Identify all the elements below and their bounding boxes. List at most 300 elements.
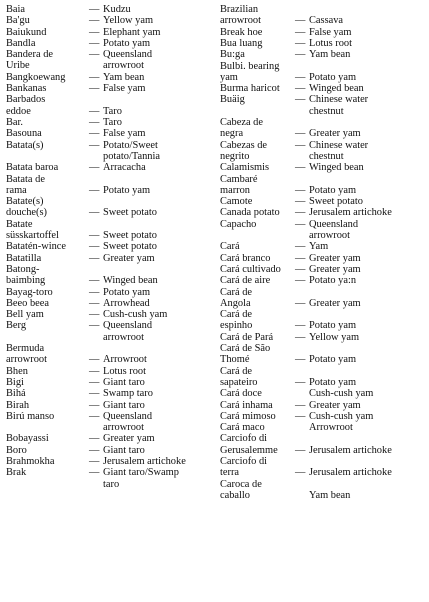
entry-gloss-text: Giant taro/Swamp [103,467,179,479]
em-dash-separator: — [295,297,306,309]
entry-term: Bhen [6,365,28,377]
entry-gloss [295,253,361,264]
entry-gloss-text: Yam bean [309,489,351,501]
entry-term: Canada potato [220,207,280,219]
entry-term: Capacho [220,218,257,230]
entry-gloss-text: Yam bean [103,71,145,83]
glossary-entry [0,411,214,434]
entry-gloss-text: Giant taro [103,444,145,456]
entry-gloss [89,241,157,252]
entry-gloss [89,433,155,444]
entry-gloss [295,320,356,331]
glossary-entry [214,366,429,389]
glossary-entry [214,38,429,49]
glossary-entry [214,287,429,310]
entry-gloss-text: Jerusalem artichoke [309,444,392,456]
entry-term: Batatilla [6,252,42,264]
entry-gloss [295,241,328,252]
glossary-entry [0,366,214,377]
em-dash-separator: — [295,71,306,83]
entry-gloss-text: arrowroot [309,229,350,241]
entry-gloss [295,400,361,411]
entry-term: terra [220,467,240,479]
glossary-entry [214,196,429,207]
glossary-entry [0,287,214,298]
entry-gloss [295,354,356,365]
entry-term: Bihá [6,388,26,400]
entry-gloss-text: False yam [309,26,352,38]
em-dash-separator: — [295,252,306,264]
em-dash-separator: — [89,139,100,151]
entry-gloss [89,479,119,490]
entry-term: Barbados [6,94,46,106]
entry-term: Buäig [220,94,245,106]
entry-term: Baiukund [6,26,47,38]
entry-term: negrito [220,150,250,162]
em-dash-separator: — [89,241,100,253]
entry-gloss-text: Chinese water [309,139,369,151]
glossary-entry [214,456,429,479]
em-dash-separator: — [295,15,306,27]
em-dash-separator: — [295,320,306,332]
entry-gloss [89,411,152,422]
entry-gloss-text: Arracacha [103,162,146,174]
entry-gloss [295,490,350,501]
entry-gloss [295,377,356,388]
glossary-entry [0,343,214,366]
glossary-entry [0,140,214,163]
entry-gloss [295,264,361,275]
entry-term: Thomé [220,354,250,366]
entry-term: marron [220,184,251,196]
entry-gloss [89,117,122,128]
entry-term: Batong- [6,263,40,275]
entry-term: Carciofo di [220,433,268,445]
entry-term: Bar. [6,117,24,128]
entry-gloss [295,83,364,94]
entry-term: Gerusalemme [220,444,278,456]
entry-gloss [89,128,145,139]
em-dash-separator: — [89,71,100,83]
entry-gloss [89,377,145,388]
entry-gloss [89,456,186,467]
entry-gloss [295,422,353,433]
em-dash-separator: — [89,365,100,377]
entry-gloss [89,354,147,365]
entry-gloss-text: Winged bean [309,83,364,95]
glossary-entry [0,72,214,83]
entry-gloss-text: Cassava [309,15,344,27]
entry-gloss-text: Giant taro [103,399,145,411]
entry-term: Cará maco [220,422,265,434]
entry-term: Cará cultivado [220,263,281,275]
glossary-entry [0,162,214,173]
entry-gloss [89,106,122,117]
glossary-entry [0,264,214,287]
entry-gloss-text: Arrowhead [103,297,150,309]
entry-gloss [89,207,157,218]
em-dash-separator: — [89,4,100,15]
glossary-entry [214,264,429,275]
entry-gloss-text: Arrowroot [309,422,353,434]
entry-term: Berg [6,320,27,332]
glossary-entry [214,433,429,456]
entry-gloss-text: Giant taro [103,376,145,388]
em-dash-separator: — [295,94,306,106]
entry-gloss-text: Winged bean [309,162,364,174]
glossary-entry [214,27,429,38]
em-dash-separator: — [295,218,306,230]
em-dash-separator: — [89,229,100,241]
entry-term: Beeo beea [6,297,49,309]
em-dash-separator: — [89,49,100,61]
entry-term: Bell yam [6,309,44,321]
entry-gloss-text: Potato yam [309,71,357,83]
em-dash-separator: — [295,196,306,208]
entry-gloss [295,106,344,117]
entry-term: Batata(s) [6,139,44,151]
entry-term: Batate(s) [6,196,44,208]
entry-gloss-text: arrowroot [103,331,144,343]
entry-gloss-text: Potato yam [103,37,151,49]
entry-gloss [89,320,152,331]
em-dash-separator: — [89,286,100,298]
em-dash-separator: — [89,162,100,174]
entry-term: arrowroot [220,15,261,27]
glossary-entry [214,343,429,366]
entry-gloss [89,4,131,15]
glossary-entry [214,332,429,343]
glossary-entry [214,4,429,27]
entry-term: douche(s) [6,207,47,219]
entry-gloss [295,15,343,26]
entry-gloss [89,60,144,71]
em-dash-separator: — [295,467,306,479]
entry-gloss [295,151,344,162]
entry-term: Burma haricot [220,83,280,95]
entry-gloss [89,253,155,264]
entry-gloss [89,72,144,83]
em-dash-separator: — [89,83,100,95]
em-dash-separator: — [89,444,100,456]
entry-gloss-text: arrowroot [103,60,144,72]
em-dash-separator: — [295,83,306,95]
entry-gloss [89,140,158,151]
entry-term: Uribe [6,60,30,72]
glossary-entry [214,61,429,84]
em-dash-separator: — [295,49,306,61]
em-dash-separator: — [89,309,100,321]
em-dash-separator: — [295,444,306,456]
glossary-entry [0,298,214,309]
entry-term: Cará de [220,286,253,298]
entry-term: Batata de [6,173,45,185]
em-dash-separator: — [295,26,306,38]
glossary-entry [0,456,214,467]
entry-gloss-text: Potato yam [103,184,151,196]
entry-term: Cará de aire [220,275,271,287]
entry-gloss [89,298,150,309]
glossary-entry [214,388,429,399]
em-dash-separator: — [295,207,306,219]
entry-gloss-text: Greater yam [309,263,361,275]
entry-term: rama [6,184,27,196]
entry-gloss [295,162,364,173]
glossary-entry [0,83,214,94]
entry-gloss-text: Chinese water [309,94,369,106]
entry-term: Bigi [6,376,24,388]
entry-term: Batata baroa [6,162,59,174]
entry-gloss [295,94,368,105]
entry-term: Bermuda [6,343,45,354]
entry-term: Bangkoewang [6,71,66,83]
em-dash-separator: — [89,376,100,388]
entry-gloss [295,27,351,38]
entry-gloss [89,38,150,49]
entry-gloss-text: Cush-cush yam [309,410,374,422]
em-dash-separator: — [89,433,100,445]
em-dash-separator: — [295,354,306,366]
glossary-entry [214,309,429,332]
entry-gloss [89,366,146,377]
glossary-entry [0,445,214,456]
entry-gloss-text: Lotus root [309,37,353,49]
glossary-entry [0,320,214,343]
entry-gloss [89,287,150,298]
entry-gloss [89,400,145,411]
entry-gloss-text: potato/Tannia [103,150,160,162]
entry-gloss-text: Cush-cush yam [309,388,374,400]
entry-gloss-text: Winged bean [103,275,158,287]
glossary-entry [214,241,429,252]
entry-term: Bandla [6,37,36,49]
entry-term: Bayag-toro [6,286,53,298]
entry-gloss-text: Greater yam [103,252,155,264]
entry-term: Camote [220,196,253,208]
entry-term: Break hoe [220,26,263,38]
entry-gloss-text: Greater yam [309,128,361,140]
entry-gloss-text: Greater yam [309,399,361,411]
em-dash-separator: — [89,207,100,219]
em-dash-separator: — [89,456,100,467]
em-dash-separator: — [89,388,100,400]
entry-gloss-text: Yellow yam [103,15,154,27]
glossary-entry [214,162,429,173]
entry-gloss-text: Greater yam [309,297,361,309]
glossary-entry [214,253,429,264]
entry-gloss-text: Queensland [103,320,153,332]
em-dash-separator: — [89,399,100,411]
entry-gloss-text: Arrowroot [103,354,147,366]
glossary-entry [214,83,429,94]
em-dash-separator: — [295,241,306,253]
entry-term: Brazilian [220,4,259,15]
em-dash-separator: — [295,410,306,422]
em-dash-separator: — [295,263,306,275]
entry-gloss-text: Sweet potato [103,207,157,219]
glossary-entry [0,377,214,388]
entry-gloss-text: Potato yam [103,286,151,298]
glossary-entry [0,128,214,139]
em-dash-separator: — [89,184,100,196]
em-dash-separator: — [295,376,306,388]
entry-gloss-text: Cush-cush yam [103,309,168,321]
glossary-entry [0,241,214,252]
em-dash-separator: — [295,184,306,196]
glossary-entry [214,207,429,218]
entry-term: sapateiro [220,376,258,388]
entry-term: Cará [220,241,240,253]
entry-gloss [89,151,160,162]
glossary-entry [0,433,214,444]
em-dash-separator: — [89,252,100,264]
entry-gloss [295,411,373,422]
glossary-entry [0,253,214,264]
entry-gloss-text: Sweet potato [103,241,157,253]
glossary-entry [214,117,429,140]
entry-gloss-text: Taro [103,117,122,128]
entry-term: espinho [220,320,253,332]
em-dash-separator: — [89,15,100,27]
entry-gloss [295,185,356,196]
glossary-entry [0,94,214,117]
entry-term: Cabezas de [220,139,268,151]
glossary-entry [214,140,429,163]
glossary-entry [0,174,214,197]
entry-gloss [295,196,363,207]
entry-term: eddoe [6,105,31,117]
entry-gloss-text: Potato ya:n [309,275,357,287]
entry-gloss [295,445,392,456]
entry-gloss [89,15,153,26]
entry-gloss-text: Greater yam [103,433,155,445]
entry-gloss [89,309,167,320]
entry-gloss [89,467,179,478]
entry-gloss-text: Jerusalem artichoke [103,456,186,467]
entry-term: Caroca de [220,478,262,490]
entry-term: baimbing [6,275,46,287]
entry-gloss-text: Lotus root [103,365,147,377]
glossary-entry [214,174,429,197]
glossary-entry [214,422,429,433]
entry-gloss-text: Potato yam [309,184,357,196]
entry-term: Carciofo di [220,456,268,467]
entry-gloss [89,27,160,38]
entry-term: arrowroot [6,354,47,366]
em-dash-separator: — [295,37,306,49]
em-dash-separator: — [89,410,100,422]
entry-gloss-text: Elephant yam [103,26,161,38]
entry-term: süsskartoffel [6,229,59,241]
entry-gloss [295,298,361,309]
em-dash-separator: — [89,37,100,49]
entry-term: Brahmokha [6,456,55,467]
entry-gloss-text: Kudzu [103,4,131,15]
entry-term: yam [220,71,238,83]
entry-term: Batate [6,218,33,230]
glossary-entry [0,388,214,399]
entry-gloss [295,388,373,399]
glossary-entry [0,38,214,49]
entry-gloss-text: Potato yam [309,320,357,332]
entry-gloss [295,140,368,151]
glossary-entry [214,275,429,286]
em-dash-separator: — [89,320,100,332]
entry-gloss [295,207,392,218]
em-dash-separator: — [89,354,100,366]
glossary-entry [0,467,214,490]
em-dash-separator: — [295,139,306,151]
entry-gloss [295,49,350,60]
entry-term: Birú manso [6,410,55,422]
entry-term: Bankanas [6,83,47,95]
em-dash-separator: — [295,331,306,343]
entry-term: Basouna [6,128,42,140]
entry-term: Calamismis [220,162,270,174]
entry-term: Cará de São [220,343,271,354]
entry-gloss-text: Queensland [103,410,153,422]
entry-gloss-text: Yellow yam [309,331,360,343]
entry-term: Bua luang [220,37,263,49]
entry-gloss-text: Greater yam [309,252,361,264]
glossary-entry [214,49,429,60]
entry-term: Cará de [220,365,253,377]
em-dash-separator: — [89,467,100,479]
em-dash-separator: — [295,162,306,174]
entry-term: Cará de [220,309,253,321]
em-dash-separator: — [295,399,306,411]
entry-gloss-text: Potato yam [309,376,357,388]
em-dash-separator: — [295,275,306,287]
entry-gloss [89,388,153,399]
entry-gloss-text: Jerusalem artichoke [309,207,392,219]
entry-term: negra [220,128,244,140]
em-dash-separator: — [295,128,306,140]
entry-gloss [295,128,361,139]
entry-gloss [89,185,150,196]
entry-gloss-text: chestnut [309,105,344,117]
em-dash-separator: — [89,26,100,38]
entry-term: Bulbi. bearing [220,60,280,72]
entry-gloss-text: Yam bean [309,49,351,61]
entry-term: Batatén-wince [6,241,67,253]
entry-term: Bu:ga [220,49,245,61]
entry-term: Cará de Pará [220,331,274,343]
entry-gloss-text: Taro [103,105,122,117]
glossary-entry [0,400,214,411]
glossary-entry [0,4,214,15]
entry-gloss [89,49,152,60]
entry-gloss [295,332,359,343]
entry-term: Cambaré [220,173,258,185]
entry-term: Bobayassi [6,433,49,445]
entry-term: caballo [220,489,250,501]
glossary-entry [214,219,429,242]
entry-gloss-text: Potato/Sweet [103,139,158,151]
entry-gloss [295,219,358,230]
entry-term: Angola [220,297,251,309]
entry-term: Ba'gu [6,15,30,27]
entry-gloss [89,83,145,94]
glossary-entry [214,94,429,117]
glossary-entry [0,196,214,219]
glossary-entry [214,479,429,502]
glossary-entry [214,411,429,422]
entry-gloss [89,275,158,286]
em-dash-separator: — [89,275,100,287]
entry-gloss-text: taro [103,478,120,490]
em-dash-separator: — [89,105,100,117]
